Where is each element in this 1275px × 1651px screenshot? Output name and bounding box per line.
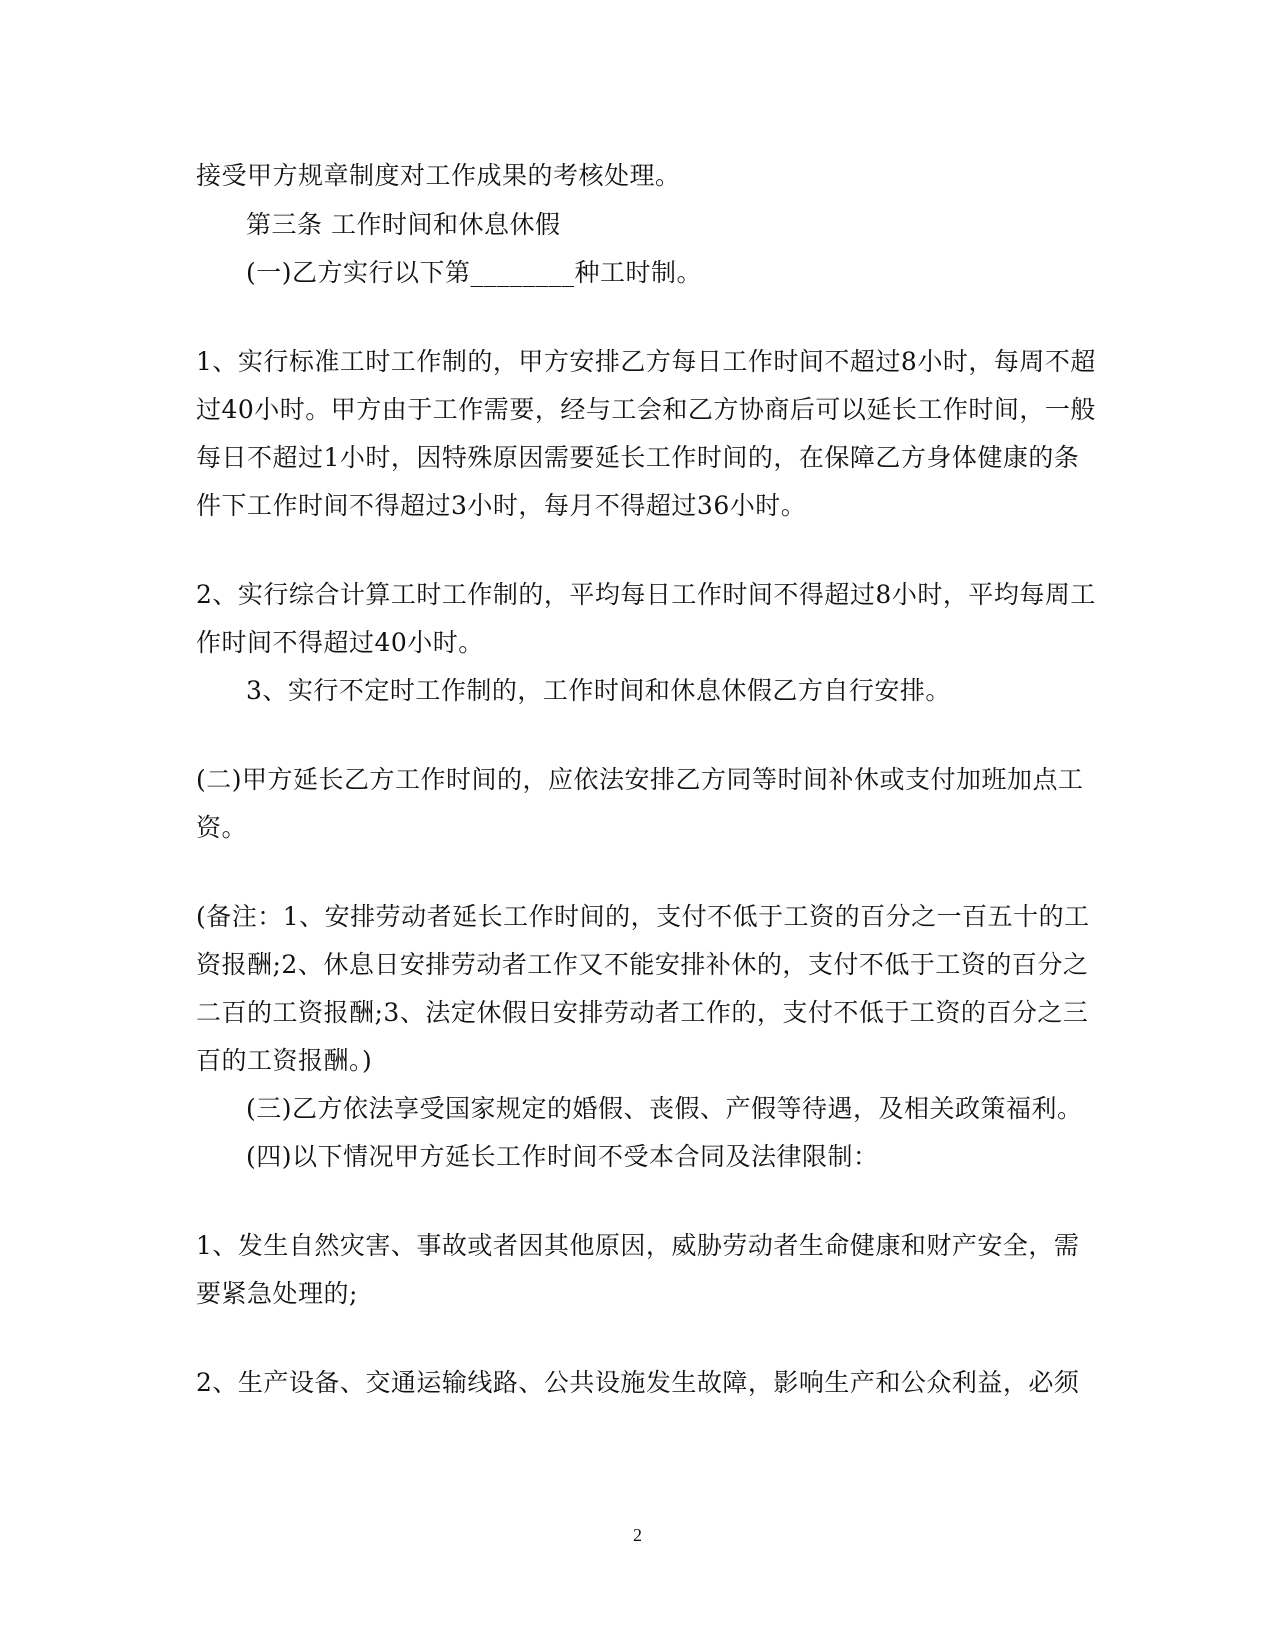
paragraph-line: 件下工作时间不得超过3小时，每月不得超过36小时。 [196, 491, 807, 520]
paragraph-line: 每日不超过1小时，因特殊原因需要延长工作时间的，在保障乙方身体健康的条 [196, 443, 1080, 472]
paragraph-line: (一)乙方实行以下第________种工时制。 [246, 258, 703, 287]
paragraph-line: 要紧急处理的; [196, 1279, 358, 1308]
paragraph-line: 2、生产设备、交通运输线路、公共设施发生故障，影响生产和公众利益，必须 [196, 1368, 1080, 1397]
paragraph-line: 接受甲方规章制度对工作成果的考核处理。 [196, 161, 681, 190]
paragraph-line: 2、实行综合计算工时工作制的，平均每日工作时间不得超过8小时，平均每周工 [196, 580, 1096, 609]
paragraph-line: 作时间不得超过40小时。 [196, 628, 484, 657]
page-number: 2 [633, 1525, 642, 1545]
paragraph-line: 1、实行标准工时工作制的，甲方安排乙方每日工作时间不超过8小时，每周不超 [196, 347, 1096, 376]
paragraph-line: (二)甲方延长乙方工作时间的，应依法安排乙方同等时间补休或支付加班加点工 [196, 765, 1084, 794]
paragraph-line: 3、实行不定时工作制的，工作时间和休息休假乙方自行安排。 [246, 676, 951, 705]
paragraph-line: (四)以下情况甲方延长工作时间不受本合同及法律限制： [246, 1142, 879, 1171]
paragraph-line: 过40小时。甲方由于工作需要，经与工会和乙方协商后可以延长工作时间，一般 [196, 395, 1096, 424]
paragraph-line: 资。 [196, 813, 248, 842]
paragraph-line: (三)乙方依法享受国家规定的婚假、丧假、产假等待遇，及相关政策福利。 [246, 1094, 1083, 1123]
paragraph-line: (备注：1、安排劳动者延长工作时间的，支付不低于工资的百分之一百五十的工 [196, 902, 1090, 931]
paragraph-line: 资报酬;2、休息日安排劳动者工作又不能安排补休的，支付不低于工资的百分之 [196, 950, 1089, 979]
paragraph-line: 百的工资报酬。) [196, 1046, 373, 1075]
paragraph-line: 二百的工资报酬;3、法定休假日安排劳动者工作的，支付不低于工资的百分之三 [196, 998, 1089, 1027]
paragraph-line: 1、发生自然灾害、事故或者因其他原因，威胁劳动者生命健康和财产安全，需 [196, 1231, 1080, 1260]
section-heading: 第三条 工作时间和休息休假 [246, 210, 561, 239]
